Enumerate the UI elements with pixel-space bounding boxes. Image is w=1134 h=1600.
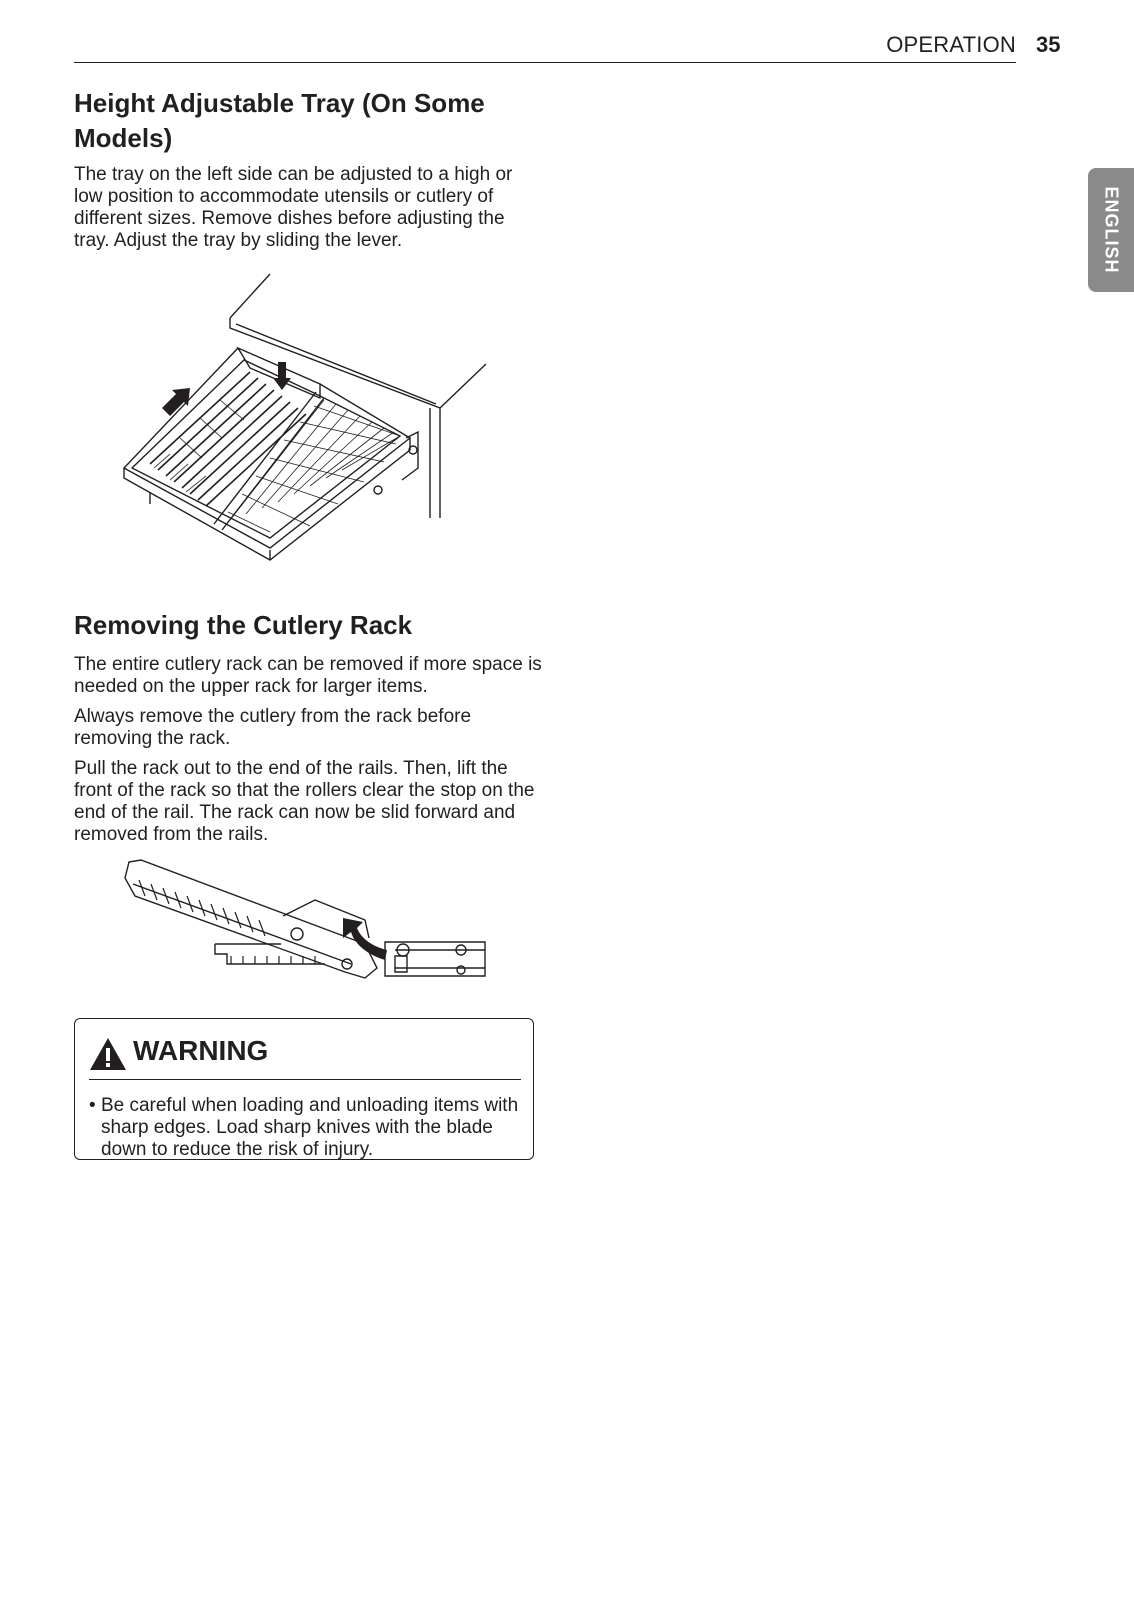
page-number: 35 bbox=[1036, 32, 1061, 57]
cutlery-rack-paragraph-2: Always remove the cutlery from the rack before removing the rack. bbox=[74, 706, 472, 749]
warning-text: Be careful when loading and unloading items with sharp edges. Load sharp knives with the blade down to reduce the risk of injury. bbox=[100, 1095, 519, 1160]
down-arrow-icon bbox=[273, 362, 291, 390]
warning-title: WARNING bbox=[133, 1035, 269, 1066]
language-tab bbox=[1088, 168, 1134, 292]
warning-bullet: • Be careful when loading and unloading items with sharp edges. Load sharp knives with the blade down to reduce the risk of injury. bbox=[89, 1095, 519, 1160]
removing-cutlery-rack-title: Removing the Cutlery Rack bbox=[74, 610, 413, 640]
warning-header bbox=[89, 1033, 521, 1080]
lift-arrow-icon bbox=[343, 918, 387, 960]
page-header bbox=[74, 28, 1016, 63]
cutlery-rack-paragraph-3: Pull the rack out to the end of the rails. Then, lift the front of the rack so that the rollers clear the stop on the end of the rail. The rack can now be slid forward and removed from the rails. bbox=[74, 758, 535, 845]
height-adjustable-tray-title: Height Adjustable Tray (On Some Models) bbox=[74, 88, 485, 153]
warning-icon bbox=[89, 1037, 127, 1071]
warning-box bbox=[74, 1018, 534, 1160]
adjustable-tray-illustration bbox=[110, 268, 500, 568]
language-tab-label: ENGLISH bbox=[1101, 186, 1122, 274]
cutlery-rack-paragraph-1: The entire cutlery rack can be removed if more space is needed on the upper rack for larger items. bbox=[74, 654, 542, 697]
section-name: OPERATION bbox=[886, 32, 1016, 57]
remove-rack-illustration bbox=[115, 856, 495, 986]
height-adjustable-tray-text: The tray on the left side can be adjusted to a high or low position to accommodate utensils or cutlery of different sizes. Remove dishes before adjusting the tray. Adjust the tray by sliding the lever. bbox=[74, 164, 513, 251]
slide-arrow-icon bbox=[162, 388, 190, 416]
